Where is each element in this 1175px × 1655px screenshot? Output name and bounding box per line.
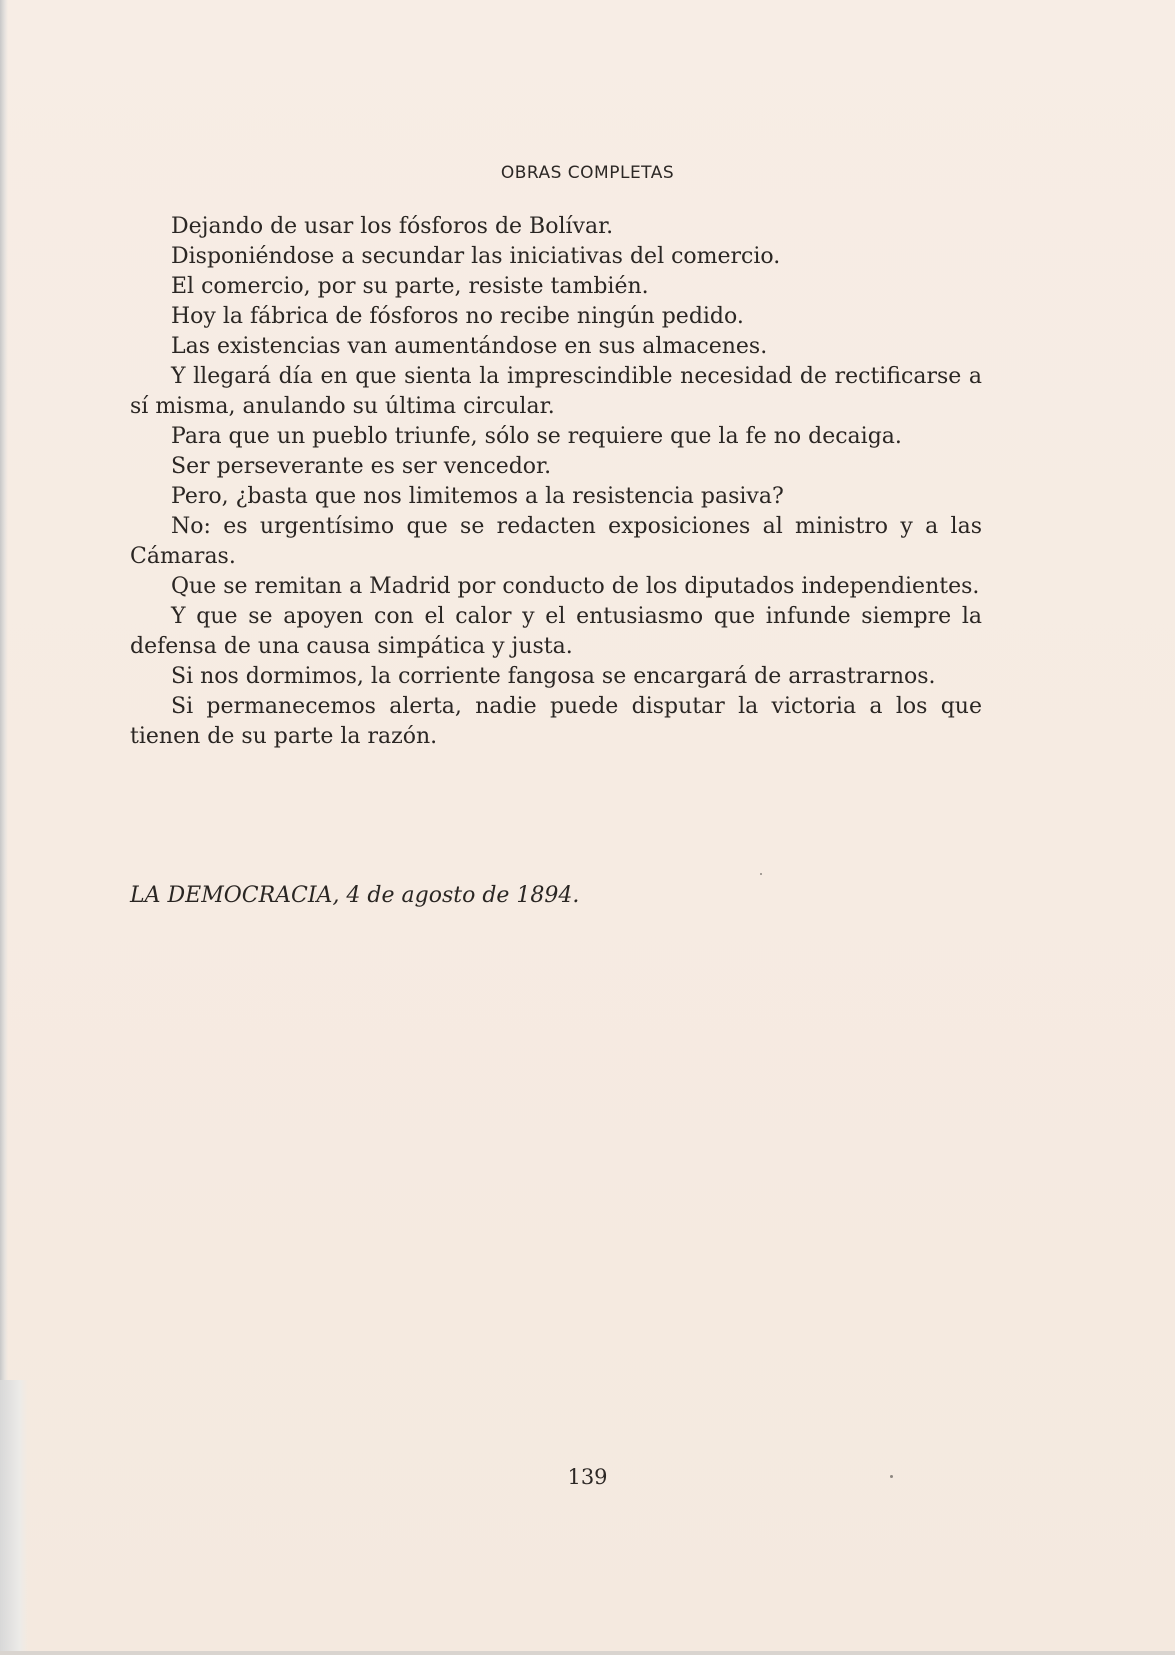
paragraph: Dejando de usar los fósforos de Bolívar. bbox=[171, 214, 614, 239]
paragraph: Pero, ¿basta que nos limitemos a la resistencia pasiva? bbox=[171, 484, 784, 509]
page-number: 139 bbox=[567, 1465, 608, 1489]
paragraph: Hoy la fábrica de fósforos no recibe ningún pedido. bbox=[171, 304, 744, 329]
paragraph: El comercio, por su parte, resiste también. bbox=[171, 274, 649, 299]
paragraph: Si permanecemos alerta, nadie puede disputar la victoria a los que tienen de su parte la razón. bbox=[130, 694, 982, 749]
page-bottom-edge bbox=[0, 1651, 1175, 1655]
paragraph: Y llegará día en que sienta la imprescindible necesidad de rectificarse a sí misma, anulando su última circular. bbox=[130, 364, 982, 419]
page-left-edge-lower bbox=[0, 1380, 28, 1655]
paper-speck bbox=[760, 873, 762, 875]
paragraph: Si nos dormimos, la corriente fangosa se encargará de arrastrarnos. bbox=[171, 664, 936, 689]
body-text bbox=[130, 212, 982, 752]
paragraph: Disponiéndose a secundar las iniciativas del comercio. bbox=[171, 244, 781, 269]
paragraph: No: es urgentísimo que se redacten exposiciones al ministro y a las Cámaras. bbox=[130, 514, 982, 569]
paragraph: Ser perseverante es ser vencedor. bbox=[171, 454, 552, 479]
source-signature: LA DEMOCRACIA, 4 de agosto de 1894. bbox=[130, 883, 580, 908]
paragraph: Que se remitan a Madrid por conducto de los diputados independientes. bbox=[171, 574, 980, 599]
running-head: OBRAS COMPLETAS bbox=[500, 163, 675, 183]
paragraph: Las existencias van aumentándose en sus almacenes. bbox=[171, 334, 768, 359]
paragraph: Y que se apoyen con el calor y el entusiasmo que infunde siempre la defensa de una causa simpática y justa. bbox=[130, 604, 982, 659]
paragraph: Para que un pueblo triunfe, sólo se requiere que la fe no decaiga. bbox=[171, 424, 902, 449]
